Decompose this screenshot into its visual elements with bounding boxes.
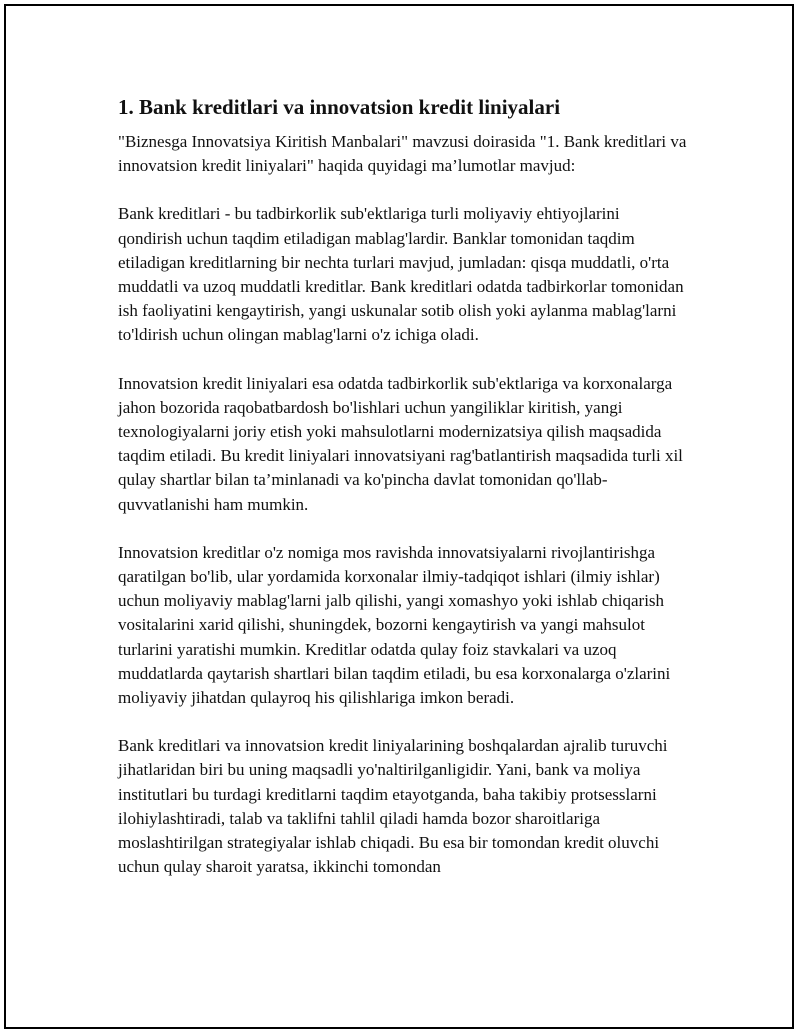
section-heading: 1. Bank kreditlari va innovatsion kredit liniyalari — [118, 95, 561, 119]
distinguishing-features-paragraph: Bank kreditlari va innovatsion kredit liniyalarining boshqalardan ajralib turuvchi jihatlaridan biri bu uning maqsadli yo'naltirilganligidir. Yani, bank va moliya institutlari bu turdagi kreditlarni taqdim etayotganda, baha takibiy protsesslarni ilohiylashtiradi, talab va taklifni tahlil qiladi hamda bozor sharoitlariga moslashtirilgan strategiyalar ishlab chiqadi. Bu esa bir tomondan kredit oluvchi uchun qulay sharoit yaratsa, ikkinchi tomondan — [118, 736, 668, 877]
intro-paragraph: "Biznesga Innovatsiya Kiritish Manbalari" mavzusi doirasida "1. Bank kreditlari va innovatsion kredit liniyalari" haqida quyidagi ma’lumotlar mavjud: — [118, 132, 687, 176]
innovation-credit-lines-paragraph: Innovatsion kredit liniyalari esa odatda tadbirkorlik sub'ektlariga va korxonalarga jahon bozorida raqobatbardosh bo'lishlari uchun yangiliklar kiritish, yangi texnologiyalarni joriy etish yoki mahsulotlarni modernizatsiya qilish maqsadida taqdim etiladi. Bu kredit liniyalari innovatsiyani rag'batlantirish maqsadida turli xil qulay shartlar bilan ta’minlanadi va ko'pincha davlat tomonidan qo'llab-quvvatlanishi ham mumkin. — [118, 373, 683, 514]
document-body — [118, 94, 688, 903]
innovation-credits-paragraph: Innovatsion kreditlar o'z nomiga mos ravishda innovatsiyalarni rivojlantirishga qaratilgan bo'lib, ular yordamida korxonalar ilmiy-tadqiqot ishlari (ilmiy ishlar) uchun moliyaviy mablag'larni jalb qilishi, yangi xomashyo yoki ishlab chiqarish vositalarini xarid qilishi, shuningdek, bozorni kengaytirish va yangi mahsulot turlarini yaratishi mumkin. Kreditlar odatda qulay foiz stavkalari va uzoq muddatlarda qaytarish shartlari bilan taqdim etiladi, bu esa korxonalarga o'zlarini moliyaviy jihatdan qulayroq his qilishlariga imkon beradi. — [118, 542, 671, 708]
bank-credits-paragraph: Bank kreditlari - bu tadbirkorlik sub'ektlariga turli moliyaviy ehtiyojlarini qondirish uchun taqdim etiladigan mablag'lardir. Banklar tomonidan taqdim etiladigan kreditlarning bir nechta turlari mavjud, jumladan: qisqa muddatli, o'rta muddatli va uzoq muddatli kreditlar. Bank kreditlari odatda tadbirkorlar tomonidan ish faoliyatini kengaytirish, yangi uskunalar sotib olish yoki aylanma mablag'larni to'ldirish uchun olingan mablag'larni o'z ichiga oladi. — [118, 204, 684, 345]
